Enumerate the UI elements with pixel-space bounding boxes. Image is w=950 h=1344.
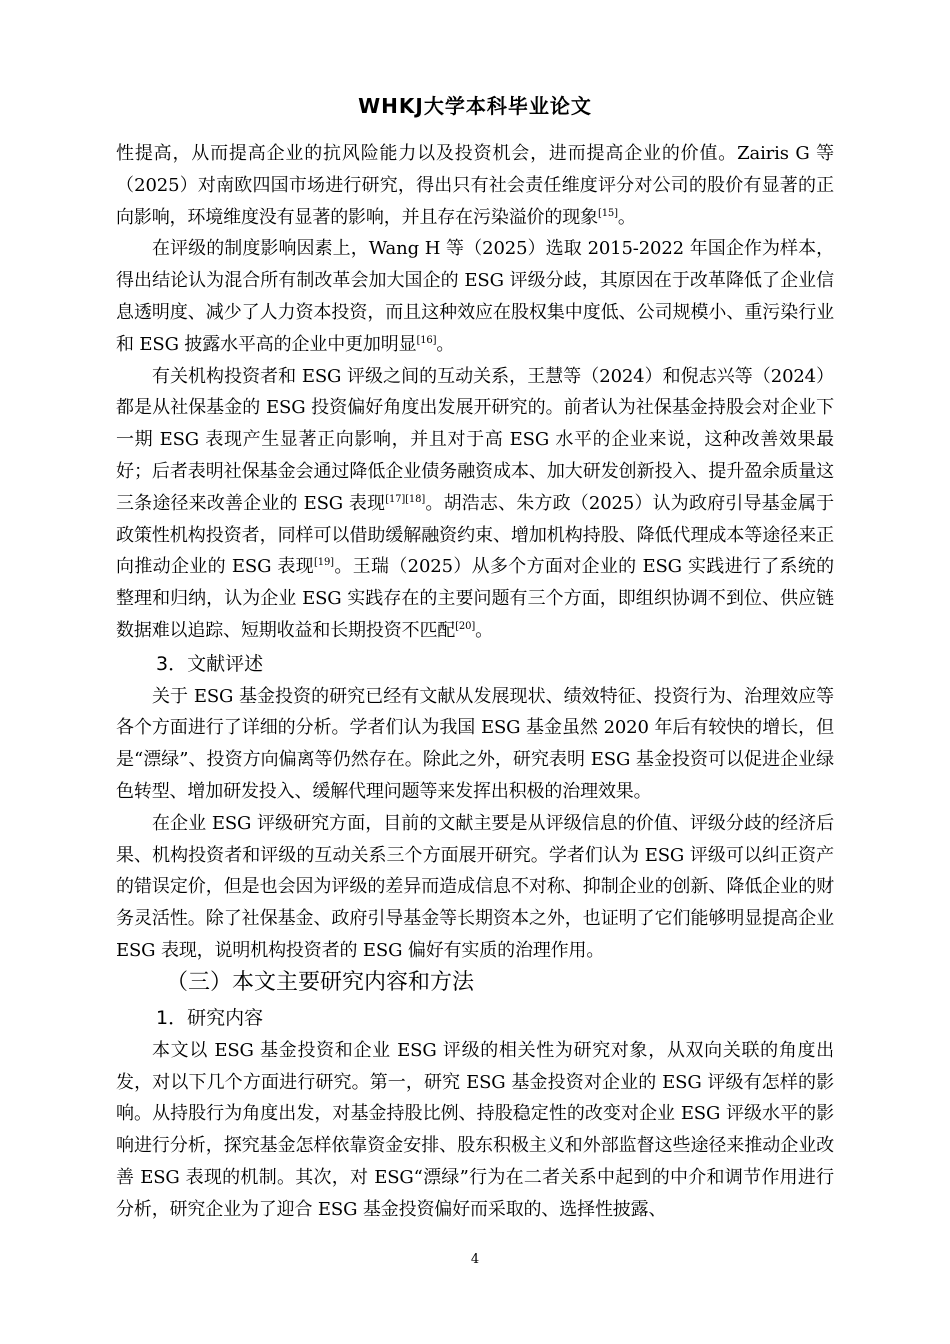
paragraph-institutional-factors <box>116 233 834 360</box>
citation-17-18: [17][18] <box>385 493 426 505</box>
paragraph-continuation <box>116 138 834 233</box>
citation-19: [19] <box>314 557 334 569</box>
page-number: 4 <box>470 1252 480 1267</box>
citation-16: [16] <box>416 334 437 346</box>
paragraph-end: 。 <box>475 619 493 641</box>
citation-20: [20] <box>455 620 476 632</box>
running-header-title: WHKJ大学本科毕业论文 <box>358 94 592 118</box>
paragraph-text-b: 。胡浩志、朱方政（2025）认为政府引导基金属于政策性机构投资者，同样可以借助缓解融资约束、增加机构持股、降低代理成本等途径来正向推动企业的 ESG 表现 <box>116 492 834 578</box>
body-text <box>116 138 834 1226</box>
paragraph-end: 。 <box>436 333 455 355</box>
paragraph-end: 。 <box>617 206 636 228</box>
paragraph-review-esg-rating: 在企业 ESG 评级研究方面，目前的文献主要是从评级信息的价值、评级分歧的经济后果、机构投资者和评级的互动关系三个方面展开研究。学者们认为 ESG 评级可以纠正资产的错误定价，但是也会因为评级的差异而造成信息不对称、抑制企业的创新、降低企业的财务灵活性。除了社保基金、政府引导基金等长期资本之外，也证明了它们能够明显提高企业 ESG 表现，说明机构投资者的 ESG 偏好有实质的治理作用。 <box>116 812 834 961</box>
paragraph-text-c: 。王瑞（2025）从多个方面对企业的 ESG 实践进行了系统的整理和归纳，认为企业 ESG 实践存在的主要问题有三个方面，即组织协调不到位、供应链数据难以追踪、短期收益和长期投资不匹配 <box>116 556 835 641</box>
heading-research-content: 1．研究内容 <box>156 1006 264 1029</box>
citation-15: [15] <box>597 207 618 219</box>
heading-section-3: （三）本文主要研究内容和方法 <box>166 969 475 995</box>
paragraph-review-esg-funds: 关于 ESG 基金投资的研究已经有文献从发展现状、绩效特征、投资行为、治理效应等各个方面进行了详细的分析。学者们认为我国 ESG 基金虽然 2020 年后有较快的增长，但是“漂绿”、投资方向偏离等仍然存在。除此之外，研究表明 ESG 基金投资可以促进企业绿色转型、增加研发投入、缓解代理问题等来发挥出积极的治理效果。 <box>116 685 834 802</box>
heading-literature-review: 3．文献评述 <box>156 652 264 675</box>
paragraph-institutional-investors <box>116 361 834 647</box>
paragraph-text-a: 有关机构投资者和 ESG 评级之间的互动关系，王慧等（2024）和倪志兴等（2024）都是从社保基金的 ESG 投资偏好角度出发展开研究的。前者认为社保基金持股会对企业下一期 ESG 表现产生显著正向影响，并且对于高 ESG 水平的企业来说，这种改善效果最好；后者表明社保基金会通过降低企业债务融资成本、加大研发创新投入、提升盈余质量这三条途径来改善企业的 ESG 表现 <box>116 365 834 514</box>
paragraph-text: 在评级的制度影响因素上，Wang H 等（2025）选取 2015-2022 年国企作为样本，得出结论认为混合所有制改革会加大国企的 ESG 评级分歧，其原因在于改革降低了企业信息透明度、减少了人力资本投资，而且这种效应在股权集中度低、公司规模小、重污染行业和 ESG 披露水平高的企业中更加明显 <box>116 238 834 355</box>
paragraph-research-content: 本文以 ESG 基金投资和企业 ESG 评级的相关性为研究对象，从双向关联的角度出发，对以下几个方面进行研究。第一，研究 ESG 基金投资对企业的 ESG 评级有怎样的影响。从持股行为角度出发，对基金持股比例、持股稳定性的改变对企业 ESG 评级水平的影响进行分析，探究基金怎样依靠资金安排、股东积极主义和外部监督这些途径来推动企业改善 ESG 表现的机制。其次，对 ESG“漂绿”行为在二者关系中起到的中介和调节作用进行分析，研究企业为了迎合 ESG 基金投资偏好而采取的、选择性披露、 <box>116 1039 834 1220</box>
paragraph-text: 性提高，从而提高企业的抗风险能力以及投资机会，进而提高企业的价值。Zairis G 等（2025）对南欧四国市场进行研究，得出只有社会责任维度评分对公司的股价有显著的正向影响，环境维度没有显著的影响，并且存在污染溢价的现象 <box>116 143 834 228</box>
